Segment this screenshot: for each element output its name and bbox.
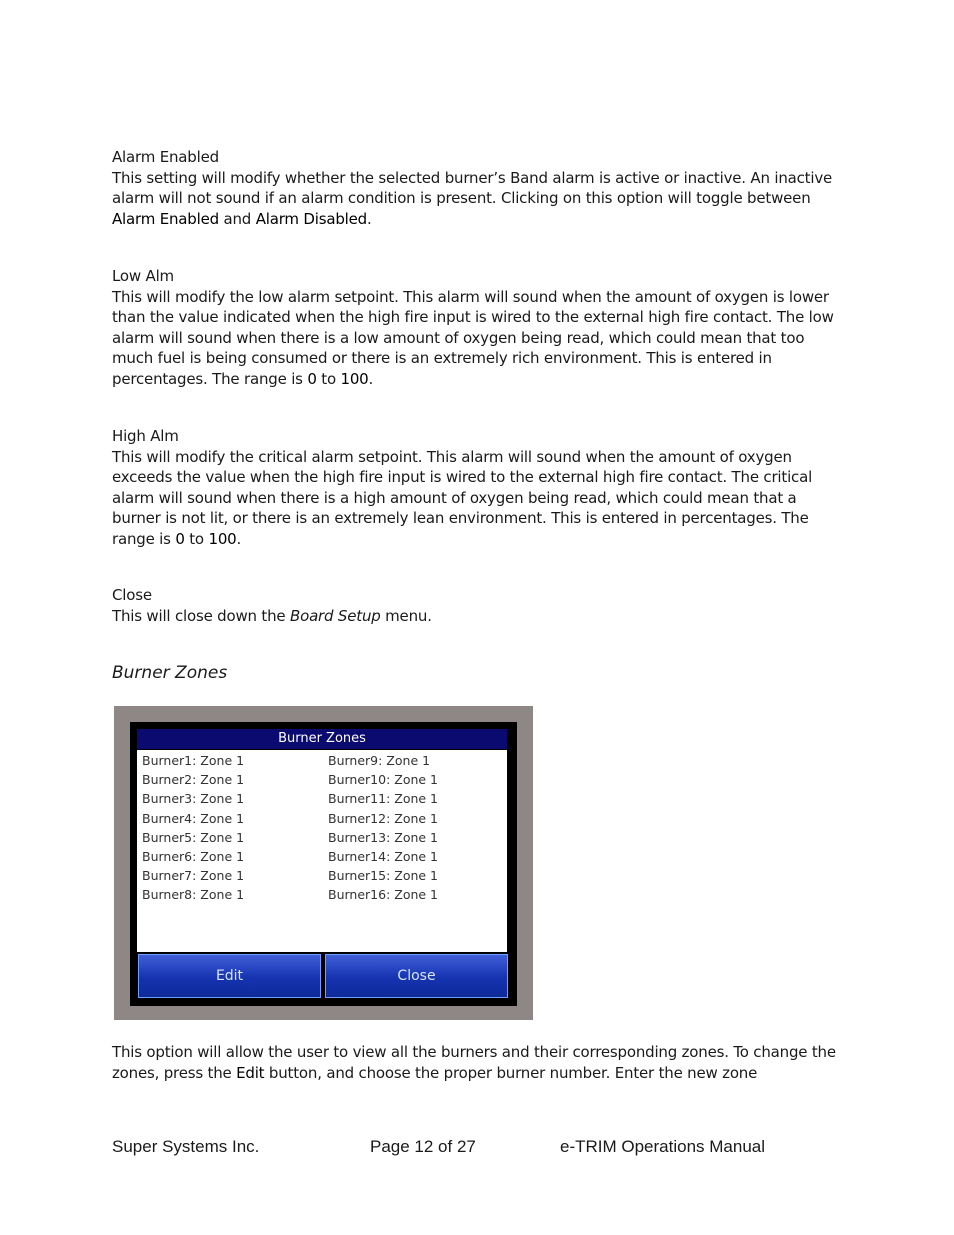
list-item[interactable]: Burner6: Zone 1 [142,849,245,865]
list-item[interactable]: Burner4: Zone 1 [142,810,245,826]
list-item[interactable]: Burner3: Zone 1 [142,791,245,807]
burner-zones-screenshot [114,706,533,1020]
list-item[interactable]: Burner7: Zone 1 [142,868,245,884]
low-alm-heading: Low Alm [112,267,174,285]
burner-list [137,750,507,952]
list-item[interactable]: Burner15: Zone 1 [328,868,439,884]
close-button[interactable]: Close [325,954,508,998]
burner-zones-heading: Burner Zones [112,663,228,683]
low-alm-end: . [368,369,374,388]
edit-button[interactable]: Edit [138,954,321,998]
list-item[interactable]: Burner16: Zone 1 [328,887,439,903]
burner-zones-text: This option will allow the user to view all the burners and their corresponding zones. To change the zones, press the [112,1043,836,1082]
low-alm-max: 100 [340,369,369,388]
list-item[interactable]: Burner9: Zone 1 [328,753,431,768]
burner-zones-description [112,1042,842,1083]
high-alm-heading: High Alm [112,427,179,445]
low-alm-min: 0 [307,369,317,388]
alarm-enabled-text: This setting will modify whether the selected burner’s Band alarm is active or inactive. An inactive alarm will not sound if an alarm condition is present. Clicking on this option will toggle between [112,168,833,208]
close-heading: Close [112,586,152,604]
high-alm-to: to [184,529,209,548]
burner-zones-text-cont: button, and choose the proper burner number. Enter the new zone [264,1063,758,1082]
high-alm-text: This will modify the critical alarm setpoint. This alarm will sound when the amount of oxygen exceeds the value when the high fire input is wired to the external high fire contact. The critical alarm will sound when there is a high amount of oxygen being read, which could mean that a burner is not lit, or there is an extremely lean environment. This is entered in percentages. The range is [112,447,813,548]
alarm-enabled-and: and [218,209,256,228]
list-item[interactable]: Burner12: Zone 1 [328,810,439,826]
alarm-enabled-option: Alarm Enabled [112,209,219,228]
burner-column-left [142,751,244,905]
list-item[interactable]: Burner2: Zone 1 [142,772,245,788]
high-alm-max: 100 [208,529,237,548]
list-item[interactable]: Burner5: Zone 1 [142,829,245,845]
high-alm-end: . [236,529,242,548]
burner-column-right [328,751,438,905]
list-item[interactable]: Burner14: Zone 1 [328,849,439,865]
alarm-enabled-end: . [366,209,372,228]
low-alm-to: to [316,369,341,388]
close-section [112,585,842,626]
list-item[interactable]: Burner1: Zone 1 [142,753,245,768]
footer-page-number: Page 12 of 27 [370,1137,476,1156]
edit-button-ref: Edit [236,1063,265,1082]
alarm-disabled-option: Alarm Disabled [255,209,367,228]
screen [130,722,517,1006]
high-alm-section [112,426,842,550]
low-alm-section [112,266,842,390]
alarm-enabled-heading: Alarm Enabled [112,148,219,166]
footer-company: Super Systems Inc. [112,1137,260,1156]
list-item[interactable]: Burner10: Zone 1 [328,772,439,788]
close-text: This will close down the [112,606,290,625]
list-item[interactable]: Burner8: Zone 1 [142,887,245,903]
footer-manual-title: e-TRIM Operations Manual [560,1137,766,1156]
list-item[interactable]: Burner13: Zone 1 [328,829,439,845]
alarm-enabled-section [112,147,842,229]
low-alm-text: This will modify the low alarm setpoint. This alarm will sound when the amount of oxygen is lower than the value indicated when the high fire input is wired to the external high fire contact. The low alarm will sound when there is a low amount of oxygen being read, which could mean that too much fuel is being consumed or there is an extremely rich environment. This is entered in percentages. The range is [112,287,834,388]
list-item[interactable]: Burner11: Zone 1 [328,791,439,807]
high-alm-min: 0 [175,529,185,548]
dialog-title: Burner Zones [137,729,507,749]
close-end: menu. [380,606,432,625]
board-setup-ref: Board Setup [290,606,381,625]
